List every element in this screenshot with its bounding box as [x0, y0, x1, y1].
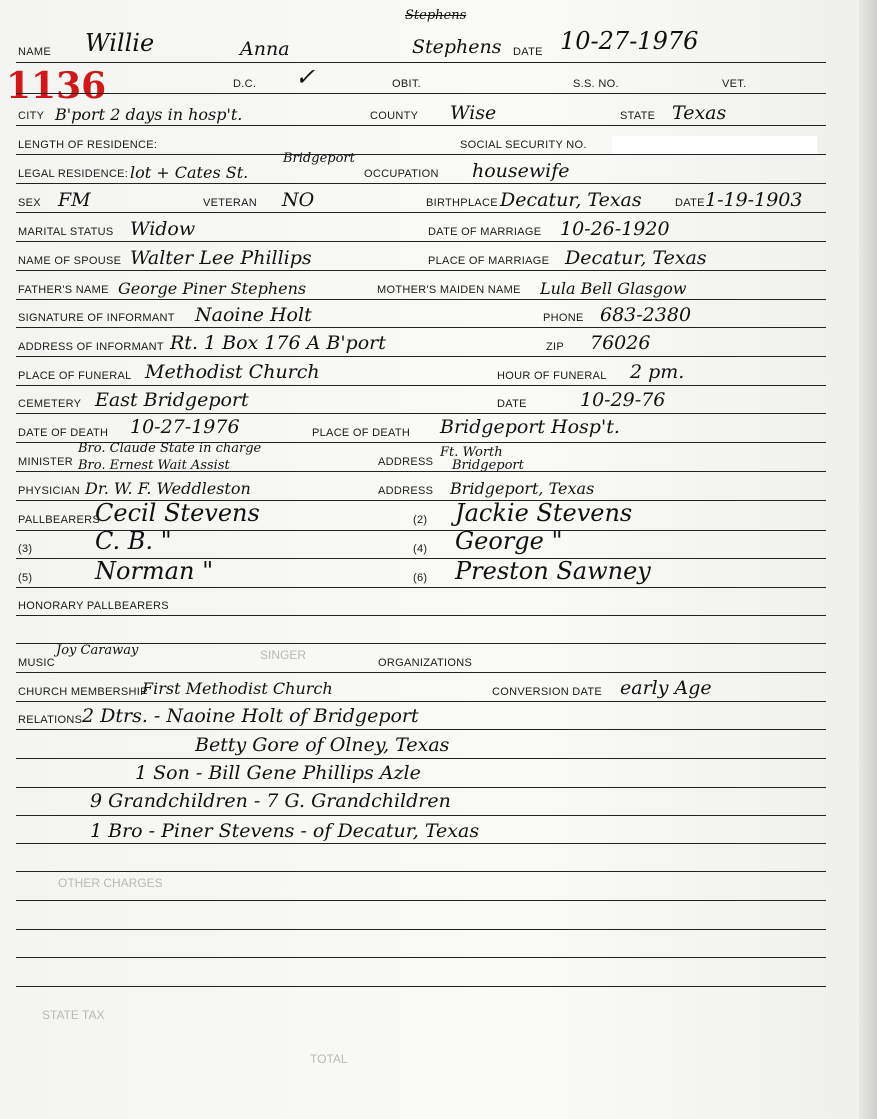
date-of-death-value: 10-27-1976 [130, 416, 240, 438]
relations-line-2: Betty Gore of Olney, Texas [195, 734, 450, 756]
label-address: ADDRESS [378, 456, 434, 468]
label-physician-address: ADDRESS [378, 485, 434, 497]
label-honorary-pallbearers: HONORARY PALLBEARERS [18, 600, 169, 612]
label-church-membership: CHURCH MEMBERSHIP [18, 686, 148, 698]
rule [16, 701, 826, 702]
label-place-of-death: PLACE OF DEATH [312, 427, 411, 439]
struck-surname: Stephens [405, 8, 467, 23]
rule [16, 758, 826, 759]
label-organizations: ORGANIZATIONS [378, 657, 473, 669]
place-of-funeral-value: Methodist Church [145, 361, 320, 383]
marital-status-value: Widow [130, 218, 196, 240]
ghost-other-charges: OTHER CHARGES [58, 876, 163, 890]
mothers-name-value: Lula Bell Glasgow [540, 279, 687, 298]
rule [16, 125, 826, 126]
fathers-name-value: George Piner Stephens [118, 279, 307, 298]
label-legal-residence: LEGAL RESIDENCE: [18, 168, 129, 180]
dc-check: ✓ [295, 63, 316, 91]
rule [16, 672, 826, 673]
label-pb3: (3) [18, 543, 33, 555]
label-sex: SEX [18, 197, 41, 209]
ghost-singer: SINGER [260, 648, 307, 662]
label-place-of-marriage: PLACE OF MARRIAGE [428, 255, 550, 267]
hour-of-funeral-value: 2 pm. [630, 361, 685, 383]
label-county: COUNTY [370, 110, 419, 122]
rule [16, 787, 826, 788]
pallbearer-4: George " [455, 527, 563, 555]
rule [16, 327, 826, 328]
cemetery-value: East Bridgeport [95, 389, 249, 411]
rule [16, 957, 826, 958]
label-relations: RELATIONS [18, 714, 83, 726]
rule [16, 385, 826, 386]
label-pb4: (4) [413, 543, 428, 555]
rule [16, 154, 826, 155]
label-length-of-residence: LENGTH OF RESIDENCE: [18, 139, 158, 151]
label-birth-date: DATE [675, 197, 705, 209]
label-fathers-name: FATHER'S NAME [18, 284, 109, 296]
label-marital-status: MARITAL STATUS [18, 226, 114, 238]
sex-value: FM [58, 189, 91, 211]
relations-line-5: 1 Bro - Piner Stevens - of Decatur, Texas [90, 820, 480, 842]
funeral-date-value: 10-29-76 [580, 389, 666, 411]
phone-value: 683-2380 [600, 304, 692, 326]
conversion-date-value: early Age [620, 677, 712, 699]
label-place-of-funeral: PLACE OF FUNERAL [18, 370, 132, 382]
rule [16, 183, 826, 184]
label-name-of-spouse: NAME OF SPOUSE [18, 255, 122, 267]
name-first: Willie [85, 29, 155, 57]
label-cemetery: CEMETERY [18, 398, 82, 410]
rule [16, 270, 826, 271]
legal-residence-value: lot + Cates St. [130, 163, 249, 182]
minister-value: Bro. Ernest Wait Assist [78, 458, 230, 473]
veteran-value: NO [282, 189, 315, 211]
record-number: 1136 [6, 65, 107, 107]
pallbearer-6: Preston Sawney [455, 557, 651, 585]
label-date-of-marriage: DATE OF MARRIAGE [428, 226, 542, 238]
redaction-box [612, 136, 817, 154]
church-membership-value: First Methodist Church [142, 679, 333, 698]
label-obit: OBIT. [392, 78, 422, 90]
label-occupation: OCCUPATION [364, 168, 439, 180]
label-conversion-date: CONVERSION DATE [492, 686, 603, 698]
label-birthplace: BIRTHPLACE [426, 197, 498, 209]
minister-note-top2: Ft. Worth [440, 445, 503, 460]
rule [16, 241, 826, 242]
ghost-state-tax: STATE TAX [42, 1008, 105, 1022]
pallbearer-1: Cecil Stevens [95, 499, 260, 527]
rule [16, 929, 826, 930]
birth-date-value: 1-19-1903 [705, 189, 803, 211]
minister-address-value: Bridgeport [452, 458, 524, 473]
date-of-marriage-value: 10-26-1920 [560, 218, 670, 240]
rule [16, 299, 826, 300]
pallbearer-3: C. B. " [95, 527, 172, 555]
ghost-total: TOTAL [310, 1052, 348, 1066]
label-date: DATE [513, 46, 543, 58]
label-pb2: (2) [413, 514, 428, 526]
label-dc: D.C. [233, 78, 257, 90]
place-of-marriage-value: Decatur, Texas [565, 247, 707, 269]
physician-address-value: Bridgeport, Texas [450, 479, 595, 498]
physician-value: Dr. W. F. Weddleston [85, 479, 251, 498]
label-zip: ZIP [546, 341, 565, 353]
label-mothers-maiden-name: MOTHER'S MAIDEN NAME [377, 284, 521, 296]
minister-note-top: Bro. Claude State in charge [78, 441, 262, 456]
label-pb6: (6) [413, 572, 428, 584]
label-minister: MINISTER [18, 456, 73, 468]
spouse-value: Walter Lee Phillips [130, 247, 312, 269]
rule [16, 93, 826, 94]
relations-line-4: 9 Grandchildren - 7 G. Grandchildren [90, 790, 451, 812]
county-value: Wise [450, 102, 497, 124]
label-pallbearers: PALLBEARERS [18, 514, 100, 526]
label-pb5: (5) [18, 572, 33, 584]
label-veteran: VETERAN [203, 197, 258, 209]
label-funeral-date: DATE [497, 398, 527, 410]
label-social-security-no: SOCIAL SECURITY NO. [460, 139, 587, 151]
city-value: B'port 2 days in hosp't. [55, 105, 243, 124]
relations-line-3: 1 Son - Bill Gene Phillips Azle [135, 762, 421, 784]
label-signature-of-informant: SIGNATURE OF INFORMANT [18, 312, 175, 324]
state-value: Texas [672, 102, 727, 124]
place-of-death-value: Bridgeport Hosp't. [440, 416, 620, 438]
date-value: 10-27-1976 [560, 27, 699, 55]
label-address-of-informant: ADDRESS OF INFORMANT [18, 341, 164, 353]
label-hour-of-funeral: HOUR OF FUNERAL [497, 370, 607, 382]
rule [16, 471, 826, 472]
informant-address-value: Rt. 1 Box 176 A B'port [170, 332, 386, 354]
label-music: MUSIC [18, 657, 55, 669]
name-last: Stephens [412, 36, 502, 58]
occupation-value: housewife [472, 160, 570, 182]
rule [16, 62, 826, 63]
label-vet: VET. [722, 78, 747, 90]
residence-note: Bridgeport [283, 151, 355, 166]
rule [16, 729, 826, 730]
pallbearer-2: Jackie Stevens [455, 499, 633, 527]
rule [16, 615, 826, 616]
label-ss-no: S.S. NO. [573, 78, 619, 90]
informant-signature-value: Naoine Holt [195, 304, 312, 326]
rule [16, 900, 826, 901]
relations-line-1: 2 Dtrs. - Naoine Holt of Bridgeport [82, 705, 419, 727]
rule [16, 587, 826, 588]
name-middle: Anna [240, 38, 290, 60]
birthplace-value: Decatur, Texas [500, 189, 642, 211]
rule [16, 843, 826, 844]
rule [16, 815, 826, 816]
label-physician: PHYSICIAN [18, 485, 80, 497]
rule [16, 212, 826, 213]
zip-value: 76026 [590, 332, 651, 354]
rule [16, 356, 826, 357]
label-state: STATE [620, 110, 656, 122]
music-value: Joy Caraway [56, 643, 139, 658]
pallbearer-5: Norman " [95, 557, 214, 585]
label-phone: PHONE [543, 312, 584, 324]
label-city: CITY [18, 110, 45, 122]
label-date-of-death: DATE OF DEATH [18, 427, 109, 439]
rule [16, 413, 826, 414]
rule [16, 871, 826, 872]
rule [16, 986, 826, 987]
page-edge-shadow [859, 0, 877, 1119]
label-name: NAME [18, 46, 51, 58]
